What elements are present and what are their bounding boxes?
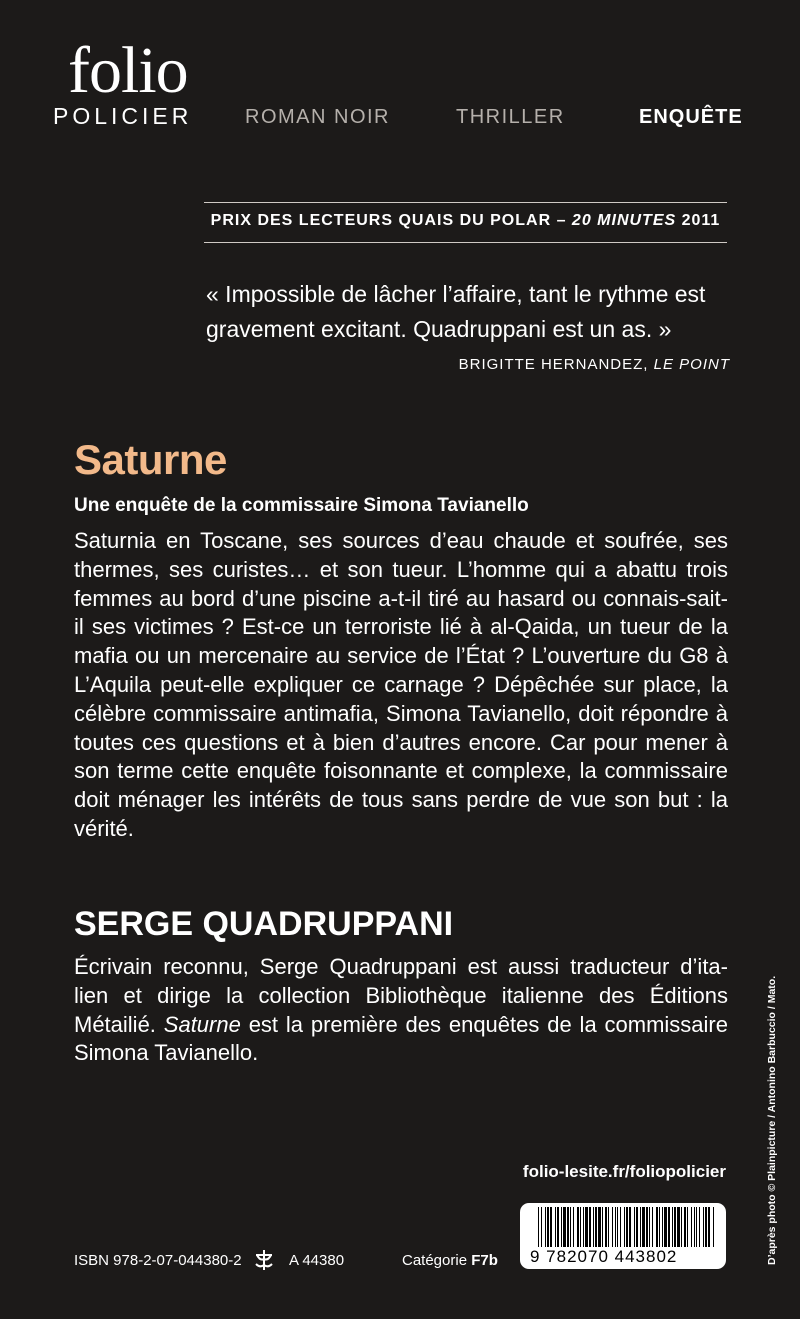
product-code: A 44380 [289,1252,345,1269]
folio-logo: folio [68,34,188,107]
book-subtitle: Une enquête de la commissaire Simona Tavianello [74,495,529,516]
quote-author: BRIGITTE HERNANDEZ, [458,356,654,373]
prize-top-rule [204,202,727,203]
barcode-digits: 9 782070 443802 [530,1247,678,1266]
category [402,1252,498,1269]
bio-part1: Écrivain reconnu, Serge Quadruppani est aussi traducteur d’ita-lien et dirige la collection Bibliothèque italienne des Éditions Métailié. [74,954,728,1037]
prize-emphasis: 20 MINUTES [571,212,677,229]
genre-roman-noir: ROMAN NOIR [245,106,390,128]
publisher-emblem-icon [252,1248,276,1277]
quote-publication: LE POINT [653,356,730,373]
barcode [520,1203,726,1269]
category-value: F7b [471,1252,498,1269]
bio-title-italic: Saturne [163,1011,241,1037]
genre-enquete: ENQUÊTE [639,106,743,128]
quote-source [459,356,730,373]
author-bio [74,953,728,1068]
genre-thriller: THRILLER [456,106,565,128]
website-link[interactable]: folio-lesite.fr/foliopolicier [522,1162,726,1181]
prize-prefix: PRIX DES LECTEURS QUAIS DU POLAR – [210,212,572,229]
category-label: Catégorie [402,1252,472,1269]
prize-banner [204,212,727,230]
photo-credit: D’après photo © Plainpicture / Antonino Barbuccio / Mato. [766,975,778,1265]
bio-part2: est la première des enquêtes de la commissaire Simona Tavianello. [74,1011,728,1066]
book-summary: Saturnia en Toscane, ses sources d’eau chaude et soufrée, ses thermes, ses curistes… et son tueur. L’homme qui a abattu trois femmes au bord d’une piscine a-t-il tiré au hasard ou connais-sait-il ses victimes ? Est-ce un terroriste lié à al-Qaida, un tueur de la mafia ou un mercenaire au service de l’État ? L’ouverture du G8 à L’Aquila peut-elle expliquer ce carnage ? Dépêchée sur place, la célèbre commissaire antimafia, Simona Tavianello, doit répondre à toutes ces questions et à bien d’autres encore. Car pour mener à son terme cette enquête foisonnante et complexe, la commissaire doit ménager les intérêts de tous sans perdre de vue son but : la vérité. [74,528,728,841]
press-quote: « Impossible de lâcher l’affaire, tant le rythme est gravement excitant. Quadruppani est un as. » [206,281,706,342]
isbn: ISBN 978-2-07-044380-2 [74,1252,242,1269]
prize-bottom-rule [204,242,727,243]
collection-name: POLICIER [53,103,193,129]
author-name: SERGE QUADRUPPANI [74,905,454,943]
prize-year: 2011 [676,212,721,229]
book-title: Saturne [74,436,227,483]
